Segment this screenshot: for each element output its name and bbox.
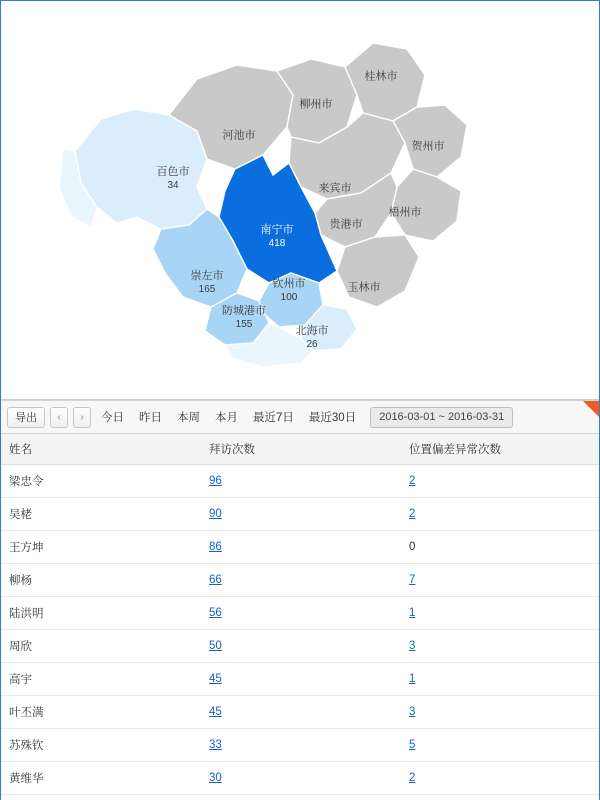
column-header-name[interactable]: 姓名 bbox=[1, 434, 201, 465]
cell-visits bbox=[201, 597, 401, 630]
table-row bbox=[1, 564, 599, 597]
map-label-hechi: 河池市 bbox=[222, 129, 256, 142]
table-row bbox=[1, 762, 599, 795]
filter-toolbar bbox=[1, 400, 599, 434]
province-map-svg[interactable] bbox=[1, 1, 599, 399]
map-value-qinzhou: 100 bbox=[280, 292, 298, 303]
map-label-fangchenggang: 防城港市 155 bbox=[222, 305, 266, 330]
cell-name: 高宇 bbox=[1, 663, 201, 696]
abnormal-link[interactable]: 1 bbox=[409, 673, 416, 685]
map-label-nanning: 南宁市 418 bbox=[260, 224, 294, 249]
abnormal-link[interactable]: 5 bbox=[409, 739, 416, 751]
map-label-wuzhou: 梧州市 bbox=[388, 206, 422, 219]
map-label-laibin: 来宾市 bbox=[318, 182, 352, 195]
map-value-fangchenggang: 155 bbox=[235, 319, 253, 330]
range-last-7-days-button[interactable]: 最近7日 bbox=[248, 407, 299, 428]
abnormal-link[interactable]: 3 bbox=[409, 640, 416, 652]
cell-visits bbox=[201, 729, 401, 762]
map-label-baise: 百色市 34 bbox=[156, 166, 190, 191]
corner-flag-icon bbox=[583, 401, 599, 417]
cell-visits bbox=[201, 564, 401, 597]
map-label-chongzuo: 崇左市 165 bbox=[190, 270, 224, 295]
cell-name: 王方坤 bbox=[1, 531, 201, 564]
cell-abnormal bbox=[401, 696, 599, 729]
cell-abnormal bbox=[401, 531, 599, 564]
table-row bbox=[1, 696, 599, 729]
table-row bbox=[1, 630, 599, 663]
region-yulin bbox=[337, 235, 419, 307]
date-range-field[interactable]: 2016-03-01 ~ 2016-03-31 bbox=[370, 407, 513, 428]
table-row bbox=[1, 729, 599, 762]
map-label-hezhou: 贺州市 bbox=[411, 140, 445, 153]
cell-name: 陆洪明 bbox=[1, 597, 201, 630]
range-yesterday-button[interactable]: 昨日 bbox=[134, 407, 167, 428]
column-header-abnormal[interactable]: 位置偏差异常次数 bbox=[401, 434, 599, 465]
range-this-week-button[interactable]: 本周 bbox=[172, 407, 205, 428]
cell-name: 周欣 bbox=[1, 630, 201, 663]
cell-abnormal bbox=[401, 630, 599, 663]
visits-link[interactable]: 96 bbox=[209, 475, 222, 487]
cell-visits bbox=[201, 465, 401, 498]
visits-link[interactable]: 50 bbox=[209, 640, 222, 652]
column-header-visits[interactable]: 拜访次数 bbox=[201, 434, 401, 465]
table-row bbox=[1, 531, 599, 564]
cell-abnormal bbox=[401, 729, 599, 762]
cell-visits bbox=[201, 630, 401, 663]
map-panel[interactable] bbox=[1, 1, 599, 400]
abnormal-value: 0 bbox=[409, 541, 416, 553]
abnormal-link[interactable]: 1 bbox=[409, 607, 416, 619]
range-today-button[interactable]: 今日 bbox=[96, 407, 129, 428]
cell-name: 吴栳 bbox=[1, 498, 201, 531]
export-button[interactable]: 导出 bbox=[7, 407, 45, 428]
cell-abnormal bbox=[401, 564, 599, 597]
abnormal-link[interactable]: 2 bbox=[409, 772, 416, 784]
map-label-guigang: 贵港市 bbox=[329, 218, 363, 231]
visits-link[interactable]: 86 bbox=[209, 541, 222, 553]
cell-visits bbox=[201, 696, 401, 729]
table-row bbox=[1, 465, 599, 498]
cell-abnormal bbox=[401, 498, 599, 531]
map-value-nanning: 418 bbox=[268, 238, 286, 249]
table-row bbox=[1, 498, 599, 531]
cell-name: 柳杨 bbox=[1, 564, 201, 597]
visits-link[interactable]: 66 bbox=[209, 574, 222, 586]
visits-link[interactable]: 30 bbox=[209, 772, 222, 784]
cell-abnormal bbox=[401, 762, 599, 795]
map-value-baise: 34 bbox=[167, 180, 179, 191]
map-value-chongzuo: 165 bbox=[198, 284, 216, 295]
cell-name: 梁忠令 bbox=[1, 465, 201, 498]
visits-link[interactable]: 45 bbox=[209, 673, 222, 685]
region-wuzhou bbox=[388, 169, 461, 241]
visits-link[interactable]: 56 bbox=[209, 607, 222, 619]
map-label-qinzhou: 钦州市 100 bbox=[272, 278, 306, 303]
range-this-month-button[interactable]: 本月 bbox=[210, 407, 243, 428]
visits-link[interactable]: 33 bbox=[209, 739, 222, 751]
cell-visits bbox=[201, 762, 401, 795]
table-row bbox=[1, 597, 599, 630]
map-label-beihai: 北海市 26 bbox=[295, 325, 329, 350]
prev-period-button[interactable]: ‹ bbox=[50, 407, 68, 428]
cell-name: 苏殊钦 bbox=[1, 729, 201, 762]
cell-name: 黄维华 bbox=[1, 762, 201, 795]
table-header-row bbox=[1, 434, 599, 465]
cell-visits bbox=[201, 498, 401, 531]
next-period-button[interactable]: › bbox=[73, 407, 91, 428]
data-table-wrap bbox=[1, 434, 599, 800]
map-label-liuzhou: 柳州市 bbox=[299, 98, 333, 111]
cell-name: 叶丕满 bbox=[1, 696, 201, 729]
visits-link[interactable]: 45 bbox=[209, 706, 222, 718]
map-value-beihai: 26 bbox=[306, 339, 318, 350]
table-row bbox=[1, 663, 599, 696]
abnormal-link[interactable]: 7 bbox=[409, 574, 416, 586]
range-last-30-days-button[interactable]: 最近30日 bbox=[304, 407, 361, 428]
map-label-yulin: 玉林市 bbox=[347, 281, 381, 294]
cell-visits bbox=[201, 663, 401, 696]
map-label-guilin: 桂林市 bbox=[364, 70, 398, 83]
abnormal-link[interactable]: 2 bbox=[409, 508, 416, 520]
cell-abnormal bbox=[401, 465, 599, 498]
cell-visits bbox=[201, 531, 401, 564]
visits-link[interactable]: 90 bbox=[209, 508, 222, 520]
visits-table bbox=[1, 434, 599, 795]
cell-abnormal bbox=[401, 597, 599, 630]
cell-abnormal bbox=[401, 663, 599, 696]
abnormal-link[interactable]: 3 bbox=[409, 706, 416, 718]
abnormal-link[interactable]: 2 bbox=[409, 475, 416, 487]
